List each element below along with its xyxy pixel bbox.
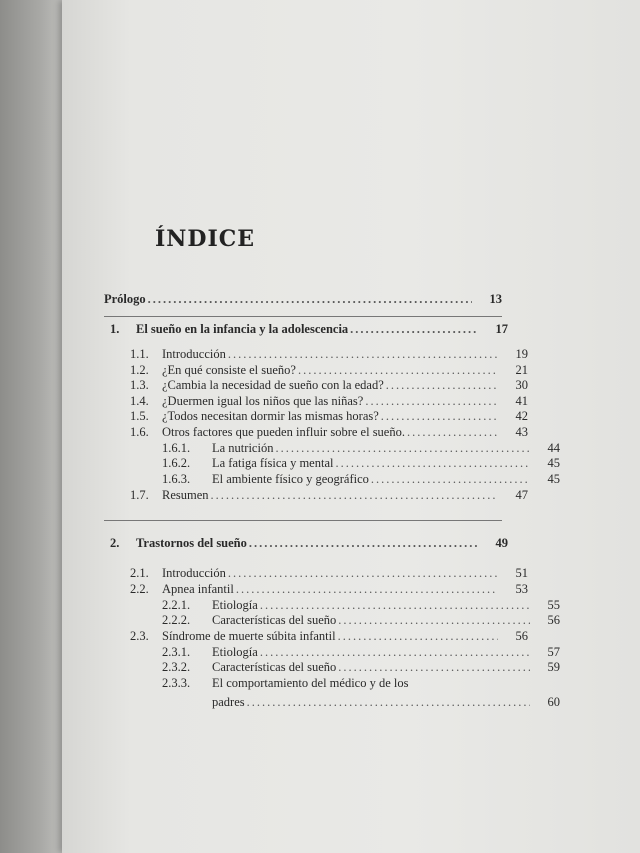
entry-page-number: 21 <box>515 363 528 377</box>
entry-page-number: 43 <box>515 425 528 439</box>
book-spine-shadow <box>0 0 68 853</box>
toc-entry <box>104 346 528 362</box>
entry-title: La nutrición <box>212 441 274 455</box>
toc-entry <box>104 675 560 691</box>
entry-number: 1.3. <box>130 378 149 392</box>
entry-number: 1.2. <box>130 363 149 377</box>
entry-number: 2.1. <box>130 566 149 580</box>
entry-number: 2.3. <box>130 629 149 643</box>
entry-page-number: 56 <box>515 629 528 643</box>
dot-leader <box>365 393 498 409</box>
dot-leader <box>228 346 498 362</box>
entry-title: Etiología <box>212 598 258 612</box>
entry-title: ¿Cambia la necesidad de sueño con la edad? <box>162 378 384 392</box>
entry-title: El comportamiento del médico y de los <box>212 676 409 690</box>
entry-number: 2.2. <box>130 582 149 596</box>
entry-page-number: 19 <box>515 347 528 361</box>
dot-leader <box>275 440 530 456</box>
entry-title: ¿Duermen igual los niños que las niñas? <box>162 394 364 408</box>
dot-leader <box>407 424 498 440</box>
entry-page-number: 13 <box>489 292 502 306</box>
toc-entry <box>104 581 528 597</box>
entry-number: 1. <box>110 322 120 336</box>
dot-leader <box>211 487 498 503</box>
entry-page-number: 45 <box>547 472 560 486</box>
dot-leader <box>371 471 530 487</box>
entry-number: 2.2.2. <box>162 613 191 627</box>
entry-title: Etiología <box>212 645 258 659</box>
page-title: ÍNDICE <box>155 226 256 252</box>
entry-number: 2.3.3. <box>162 676 191 690</box>
entry-page-number: 17 <box>495 322 508 336</box>
entry-number: 1.6.3. <box>162 472 191 486</box>
dot-leader <box>228 565 498 581</box>
entry-page-number: 55 <box>547 598 560 612</box>
entry-page-number: 60 <box>547 695 560 709</box>
entry-title: Introducción <box>162 347 226 361</box>
toc-entry <box>104 321 508 337</box>
entry-title: Introducción <box>162 566 226 580</box>
dot-leader <box>338 628 498 644</box>
dot-leader <box>338 659 530 675</box>
entry-page-number: 49 <box>495 536 508 550</box>
toc-entry <box>104 471 560 487</box>
dot-leader <box>249 535 478 551</box>
toc-entry <box>104 408 528 424</box>
entry-number: 1.4. <box>130 394 149 408</box>
entry-title: El ambiente físico y geográfico <box>212 472 369 486</box>
dot-leader <box>335 455 530 471</box>
entry-number: 1.1. <box>130 347 149 361</box>
toc-entry <box>104 565 528 581</box>
toc-entry <box>104 424 528 440</box>
entry-title: Características del sueño <box>212 660 337 674</box>
entry-page-number: 45 <box>547 456 560 470</box>
entry-number: 2.2.1. <box>162 598 191 612</box>
entry-page-number: 41 <box>515 394 528 408</box>
entry-number: 1.6. <box>130 425 149 439</box>
toc-entry <box>104 455 560 471</box>
toc-entry <box>104 628 528 644</box>
toc-entry <box>104 377 528 393</box>
dot-leader <box>247 694 530 710</box>
entry-page-number: 57 <box>547 645 560 659</box>
toc-entry <box>104 644 560 660</box>
entry-title: Resumen <box>162 488 209 502</box>
entry-page-number: 44 <box>547 441 560 455</box>
dot-leader <box>381 408 498 424</box>
entry-number: 1.6.2. <box>162 456 191 470</box>
toc-entry <box>104 597 560 613</box>
entry-title: ¿En qué consiste el sueño? <box>162 363 296 377</box>
entry-title: El sueño en la infancia y la adolescencia <box>136 322 349 336</box>
entry-title: Prólogo <box>104 292 146 306</box>
toc-entry <box>104 362 528 378</box>
entry-page-number: 30 <box>515 378 528 392</box>
toc-entry <box>104 694 560 710</box>
toc-entry <box>104 440 560 456</box>
dot-leader <box>350 321 478 337</box>
entry-title: Otros factores que pueden influir sobre el sueño. <box>162 425 405 439</box>
entry-title: ¿Todos necesitan dormir las mismas horas? <box>162 409 379 423</box>
dot-leader <box>386 377 498 393</box>
entry-page-number: 53 <box>515 582 528 596</box>
entry-title: Características del sueño <box>212 613 337 627</box>
entry-page-number: 56 <box>547 613 560 627</box>
dot-leader <box>260 597 530 613</box>
dot-leader <box>338 612 530 628</box>
dot-leader <box>260 644 530 660</box>
entry-number: 1.6.1. <box>162 441 191 455</box>
entry-page-number: 47 <box>515 488 528 502</box>
entry-page-number: 51 <box>515 566 528 580</box>
toc-entry <box>104 659 560 675</box>
toc-entry <box>104 291 502 307</box>
divider <box>104 520 502 521</box>
entry-title: Apnea infantil <box>162 582 234 596</box>
toc-entry <box>104 612 560 628</box>
entry-number: 1.7. <box>130 488 149 502</box>
entry-title: Síndrome de muerte súbita infantil <box>162 629 336 643</box>
entry-title: padres <box>212 695 245 709</box>
dot-leader <box>236 581 498 597</box>
toc-entry <box>104 487 528 503</box>
entry-title: La fatiga física y mental <box>212 456 334 470</box>
entry-page-number: 59 <box>547 660 560 674</box>
entry-page-number: 42 <box>515 409 528 423</box>
entry-title: Trastornos del sueño <box>136 536 247 550</box>
toc-entry <box>104 393 528 409</box>
divider <box>104 316 502 317</box>
toc-entry <box>104 535 508 551</box>
dot-leader <box>298 362 498 378</box>
entry-number: 1.5. <box>130 409 149 423</box>
entry-number: 2.3.2. <box>162 660 191 674</box>
entry-number: 2. <box>110 536 120 550</box>
entry-number: 2.3.1. <box>162 645 191 659</box>
dot-leader <box>148 291 472 307</box>
